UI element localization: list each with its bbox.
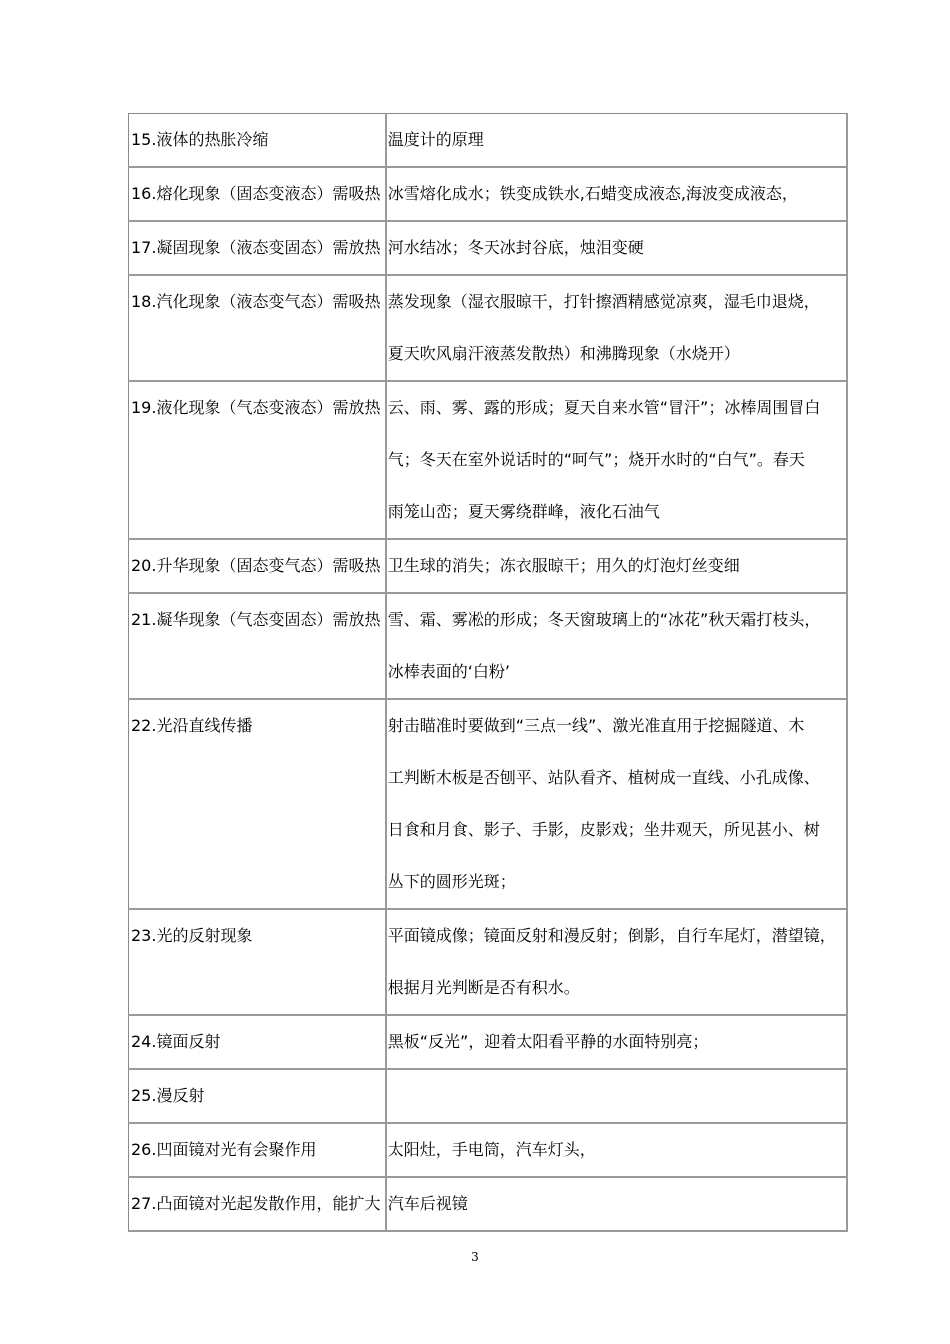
table-row — [129, 1123, 848, 1177]
term-cell: 23.光的反射现象 — [129, 909, 386, 1015]
examples-cell — [386, 1069, 847, 1123]
example-line: 日食和月食、影子、手影，皮影戏；坐井观天，所见甚小、树 — [387, 820, 820, 839]
term-cell: 17.凝固现象（液态变固态）需放热 — [129, 221, 386, 275]
example-line: 夏天吹风扇汗液蒸发散热）和沸腾现象（水烧开） — [387, 344, 740, 363]
example-line: 卫生球的消失；冻衣服晾干；用久的灯泡灯丝变细 — [387, 556, 740, 575]
table-row — [129, 114, 848, 168]
examples-cell — [386, 593, 847, 699]
term-cell: 27.凸面镜对光起发散作用，能扩大 — [129, 1177, 386, 1231]
term-cell: 20.升华现象（固态变气态）需吸热 — [129, 539, 386, 593]
table-row — [129, 593, 848, 699]
example-line: 温度计的原理 — [387, 130, 484, 149]
examples-cell — [386, 699, 847, 909]
page-number: 3 — [471, 1250, 479, 1264]
table-row — [129, 381, 848, 539]
example-line: 根据月光判断是否有积水。 — [387, 978, 580, 997]
examples-cell — [386, 909, 847, 1015]
examples-cell — [386, 275, 847, 381]
example-line: 黑板“反光”，迎着太阳看平静的水面特别亮； — [387, 1032, 709, 1051]
term-cell: 26.凹面镜对光有会聚作用 — [129, 1123, 386, 1177]
table-row — [129, 699, 848, 909]
term-cell: 25.漫反射 — [129, 1069, 386, 1123]
table-row — [129, 909, 848, 1015]
table-row — [129, 1015, 848, 1069]
example-line: 蒸发现象（湿衣服晾干，打针擦酒精感觉凉爽，湿毛巾退烧， — [387, 292, 820, 311]
example-line: 工判断木板是否刨平、站队看齐、植树成一直线、小孔成像、 — [387, 768, 820, 787]
example-line: 冰雪熔化成水；铁变成铁水,石蜡变成液态,海波变成液态， — [387, 184, 798, 203]
term-cell: 15.液体的热胀冷缩 — [129, 114, 386, 168]
examples-cell — [386, 167, 847, 221]
examples-cell — [386, 221, 847, 275]
examples-cell — [386, 539, 847, 593]
term-cell: 24.镜面反射 — [129, 1015, 386, 1069]
table-row — [129, 221, 848, 275]
example-line: 云、雨、雾、露的形成；夏天自来水管“冒汗”；冰棒周围冒白 — [387, 398, 821, 417]
term-cell: 16.熔化现象（固态变液态）需吸热 — [129, 167, 386, 221]
examples-cell — [386, 381, 847, 539]
term-cell: 22.光沿直线传播 — [129, 699, 386, 909]
term-cell: 19.液化现象（气态变液态）需放热 — [129, 381, 386, 539]
example-line: 冰棒表面的‘白粉’ — [387, 662, 510, 681]
table-row — [129, 1069, 848, 1123]
term-cell: 18.汽化现象（液态变气态）需吸热 — [129, 275, 386, 381]
example-line: 平面镜成像；镜面反射和漫反射；倒影，自行车尾灯，潜望镜， — [387, 926, 836, 945]
example-line: 汽车后视镜 — [387, 1194, 468, 1213]
table-row — [129, 275, 848, 381]
examples-cell — [386, 1015, 847, 1069]
table-body — [129, 114, 848, 1232]
example-line: 雪、霜、雾凇的形成；冬天窗玻璃上的“冰花”秋天霜打枝头， — [387, 610, 821, 629]
knowledge-table — [128, 113, 848, 1232]
table-row — [129, 167, 848, 221]
example-line — [388, 1070, 846, 1122]
table-row — [129, 1177, 848, 1231]
examples-cell — [386, 1177, 847, 1231]
term-cell: 21.凝华现象（气态变固态）需放热 — [129, 593, 386, 699]
example-line: 气；冬天在室外说话时的“呵气”；烧开水时的“白气”。春天 — [387, 450, 805, 469]
example-line: 河水结冰；冬天冰封谷底，烛泪变硬 — [387, 238, 644, 257]
example-line: 雨笼山峦；夏天雾绕群峰，液化石油气 — [387, 502, 660, 521]
example-line: 射击瞄准时要做到“三点一线”、激光准直用于挖掘隧道、木 — [387, 716, 805, 735]
examples-cell — [386, 114, 847, 168]
examples-cell — [386, 1123, 847, 1177]
example-line: 丛下的圆形光斑； — [387, 872, 516, 891]
example-line: 太阳灶，手电筒，汽车灯头， — [387, 1140, 596, 1159]
table-row — [129, 539, 848, 593]
